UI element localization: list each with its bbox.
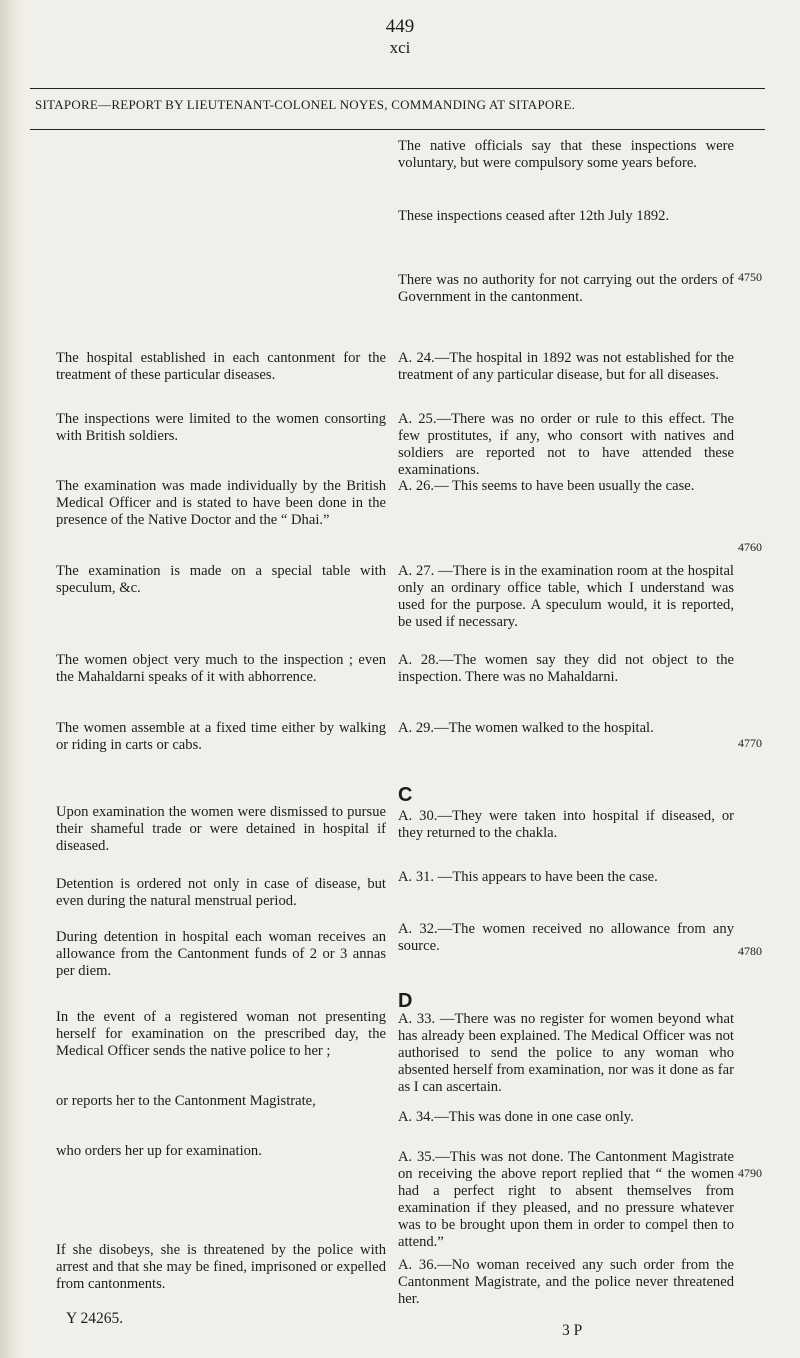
page-edge-shadow bbox=[0, 0, 22, 1358]
footer-sheet-mark: 3 P bbox=[562, 1322, 583, 1339]
right-paragraph: A. 32.—The women received no allowance from any source. bbox=[398, 921, 734, 954]
margin-line-number: 4790 bbox=[738, 1166, 762, 1180]
right-paragraph: A. 28.—The women say they did not object to the inspection. There was no Mahaldarni. bbox=[398, 652, 734, 685]
left-paragraph: The women object very much to the inspection ; even the Mahaldarni speaks of it with abhorrence. bbox=[56, 652, 386, 685]
right-paragraph: A. 29.—The women walked to the hospital. bbox=[398, 720, 654, 736]
right-paragraph: A. 34.—This was done in one case only. bbox=[398, 1109, 634, 1125]
left-paragraph: The hospital established in each cantonment for the treatment of these particular diseases. bbox=[56, 350, 386, 383]
section-letter-c: C bbox=[398, 784, 413, 806]
right-paragraph: The native officials say that these inspections were voluntary, but were compulsory some years before. bbox=[398, 138, 734, 171]
right-paragraph: A. 25.—There was no order or rule to this effect. The few prostitutes, if any, who consort with natives and soldiers are reported not to have attended these examinations. bbox=[398, 411, 734, 478]
header-bottom-rule bbox=[30, 129, 765, 130]
left-paragraph: Detention is ordered not only in case of disease, but even during the natural menstrual period. bbox=[56, 876, 386, 909]
section-letter-d: D bbox=[398, 990, 413, 1012]
left-paragraph: The inspections were limited to the women consorting with British soldiers. bbox=[56, 411, 386, 444]
margin-line-number: 4770 bbox=[738, 736, 762, 750]
right-paragraph: A. 36.—No woman received any such order from the Cantonment Magistrate, and the police never threatened her. bbox=[398, 1257, 734, 1307]
right-paragraph: A. 27. —There is in the examination room at the hospital only an ordinary office table, which I understand was used for the purpose. A speculum would, it is reported, be used if necessary. bbox=[398, 563, 734, 630]
left-paragraph: If she disobeys, she is threatened by the police with arrest and that she may be fined, imprisoned or expelled from cantonments. bbox=[56, 1242, 386, 1292]
left-paragraph: In the event of a registered woman not presenting herself for examination on the prescribed day, the Medical Officer sends the native police to her ; bbox=[56, 1009, 386, 1059]
right-paragraph: A. 30.—They were taken into hospital if diseased, or they returned to the chakla. bbox=[398, 808, 734, 841]
margin-line-number: 4750 bbox=[738, 270, 762, 284]
right-paragraph: A. 26.— This seems to have been usually the case. bbox=[398, 478, 695, 494]
left-paragraph: During detention in hospital each woman receives an allowance from the Cantonment funds of 2 or 3 annas per diem. bbox=[56, 929, 386, 979]
right-paragraph: These inspections ceased after 12th July 1892. bbox=[398, 208, 670, 224]
left-paragraph: who orders her up for examination. bbox=[56, 1143, 262, 1159]
left-paragraph: The women assemble at a fixed time either by walking or riding in carts or cabs. bbox=[56, 720, 386, 753]
margin-line-number: 4760 bbox=[738, 540, 762, 554]
page-roman-numeral: xci bbox=[389, 38, 411, 57]
right-paragraph: A. 33. —There was no register for women beyond what has already been explained. The Medical Officer was not authorised to send the police to any woman who absented herself from examination, nor was it done as far as I can ascertain. bbox=[398, 1011, 734, 1095]
right-paragraph: A. 35.—This was not done. The Cantonment Magistrate on receiving the above report replied that “ the women had a perfect right to absent themselves from examination if they pleased, and no pressure whatever was to be brought upon them in order to compel then to attend.” bbox=[398, 1149, 734, 1250]
footer-signature-mark: Y 24265. bbox=[66, 1310, 124, 1327]
left-paragraph: The examination is made on a special table with speculum, &c. bbox=[56, 563, 386, 596]
margin-line-number: 4780 bbox=[738, 944, 762, 958]
right-paragraph: A. 31. —This appears to have been the case. bbox=[398, 869, 658, 885]
page-number: 449 bbox=[385, 16, 415, 37]
running-header: SITAPORE—REPORT BY LIEUTENANT-COLONEL NOYES, COMMANDING AT SITAPORE. bbox=[35, 97, 576, 112]
right-paragraph: A. 24.—The hospital in 1892 was not established for the treatment of any particular disease, but for all diseases. bbox=[398, 350, 734, 383]
right-paragraph: There was no authority for not carrying out the orders of Government in the cantonment. bbox=[398, 272, 734, 305]
left-paragraph: or reports her to the Cantonment Magistrate, bbox=[56, 1093, 316, 1109]
left-paragraph: The examination was made individually by the British Medical Officer and is stated to have been done in the presence of the Native Doctor and the “ Dhai.” bbox=[56, 478, 386, 528]
header-top-rule bbox=[30, 88, 765, 89]
left-paragraph: Upon examination the women were dismissed to pursue their shameful trade or were detained in hospital if diseased. bbox=[56, 804, 386, 854]
